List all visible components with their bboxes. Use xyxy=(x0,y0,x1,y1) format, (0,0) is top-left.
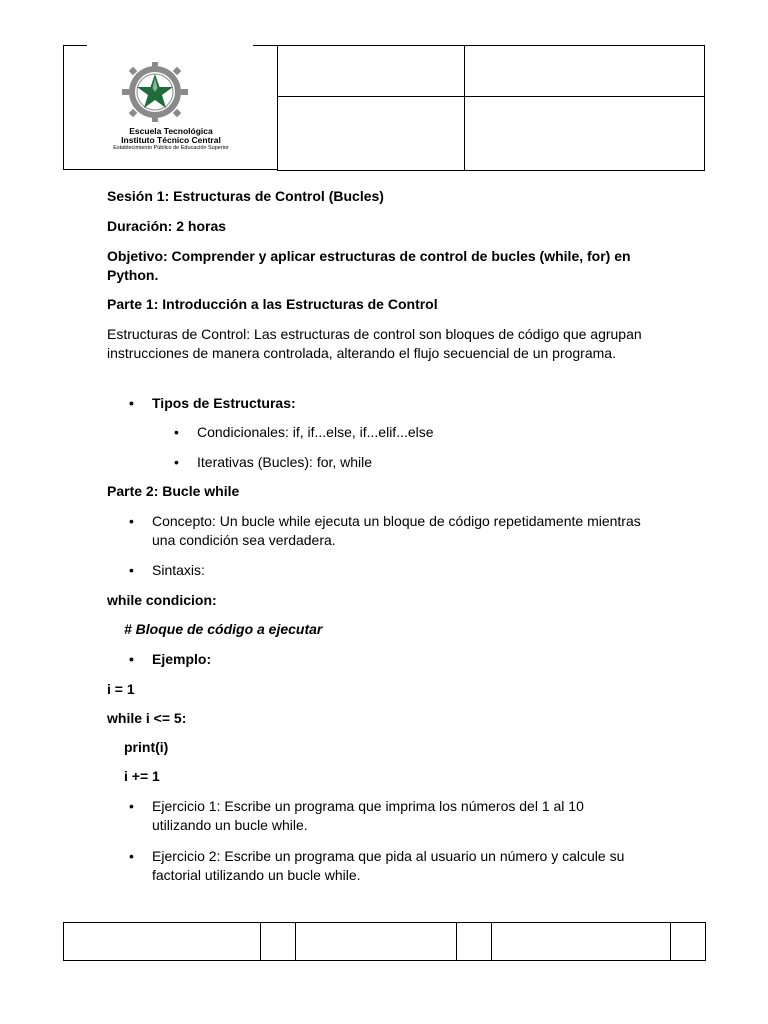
grid-divider xyxy=(278,96,704,97)
concept-text: Concepto: Un bucle while ejecuta un bloque de código repetidamente mientras una condición sea verdadera. xyxy=(152,513,641,548)
bullet-icon: • xyxy=(129,562,134,578)
institution-description: Establecimiento Público de Educación Superior xyxy=(113,145,229,151)
part2-title: Parte 2: Bucle while xyxy=(107,483,240,499)
footer-divider xyxy=(670,923,671,960)
code-line: while i <= 5: xyxy=(107,710,187,726)
code-line: while condicion: xyxy=(107,592,217,608)
bullet-icon: • xyxy=(174,454,179,470)
session-title: Sesión 1: Estructuras de Control (Bucles) xyxy=(107,188,384,204)
code-line: print(i) xyxy=(124,739,169,755)
footer-divider xyxy=(456,923,457,960)
objective: Objetivo: Comprender y aplicar estructuras de control de bucles (while, for) en Python. xyxy=(107,248,631,283)
types-label: Tipos de Estructuras: xyxy=(152,395,296,411)
institution-name: Escuela Tecnológica xyxy=(129,126,213,136)
footer-divider xyxy=(491,923,492,960)
document-header xyxy=(63,45,705,171)
bullet-icon: • xyxy=(129,651,134,667)
code-comment: # Bloque de código a ejecutar xyxy=(124,621,323,637)
code-line: i = 1 xyxy=(107,681,135,697)
bullet-icon: • xyxy=(129,848,134,864)
institution-subtitle: Instituto Técnico Central xyxy=(121,135,221,145)
example-label: Ejemplo: xyxy=(152,651,212,667)
bullet-icon: • xyxy=(129,395,134,411)
bullet-icon: • xyxy=(174,424,179,440)
type-conditional: Condicionales: if, if...else, if...elif...else xyxy=(197,424,434,440)
exercise-2: Ejercicio 2: Escribe un programa que pida al usuario un número y calcule su factorial utilizando un bucle while. xyxy=(152,848,625,883)
header-info-grid xyxy=(277,45,705,171)
grid-divider xyxy=(464,46,465,170)
part1-text: Estructuras de Control: Las estructuras de control son bloques de código que agrupan instrucciones de manera controlada, alterando el flujo secuencial de un programa. xyxy=(107,326,642,361)
bullet-icon: • xyxy=(129,798,134,814)
type-iterative: Iterativas (Bucles): for, while xyxy=(197,454,373,470)
code-line: i += 1 xyxy=(124,768,160,784)
syntax-label: Sintaxis: xyxy=(152,562,205,578)
part1-title: Parte 1: Introducción a las Estructuras de Control xyxy=(107,296,438,312)
duration: Duración: 2 horas xyxy=(107,218,227,234)
footer-divider xyxy=(295,923,296,960)
logo-cell xyxy=(63,45,278,170)
exercise-1: Ejercicio 1: Escribe un programa que imprima los números del 1 al 10 utilizando un bucle while. xyxy=(152,798,584,833)
document-footer xyxy=(63,922,706,961)
institution-logo-icon xyxy=(119,60,191,124)
bullet-icon: • xyxy=(129,513,134,529)
footer-divider xyxy=(260,923,261,960)
